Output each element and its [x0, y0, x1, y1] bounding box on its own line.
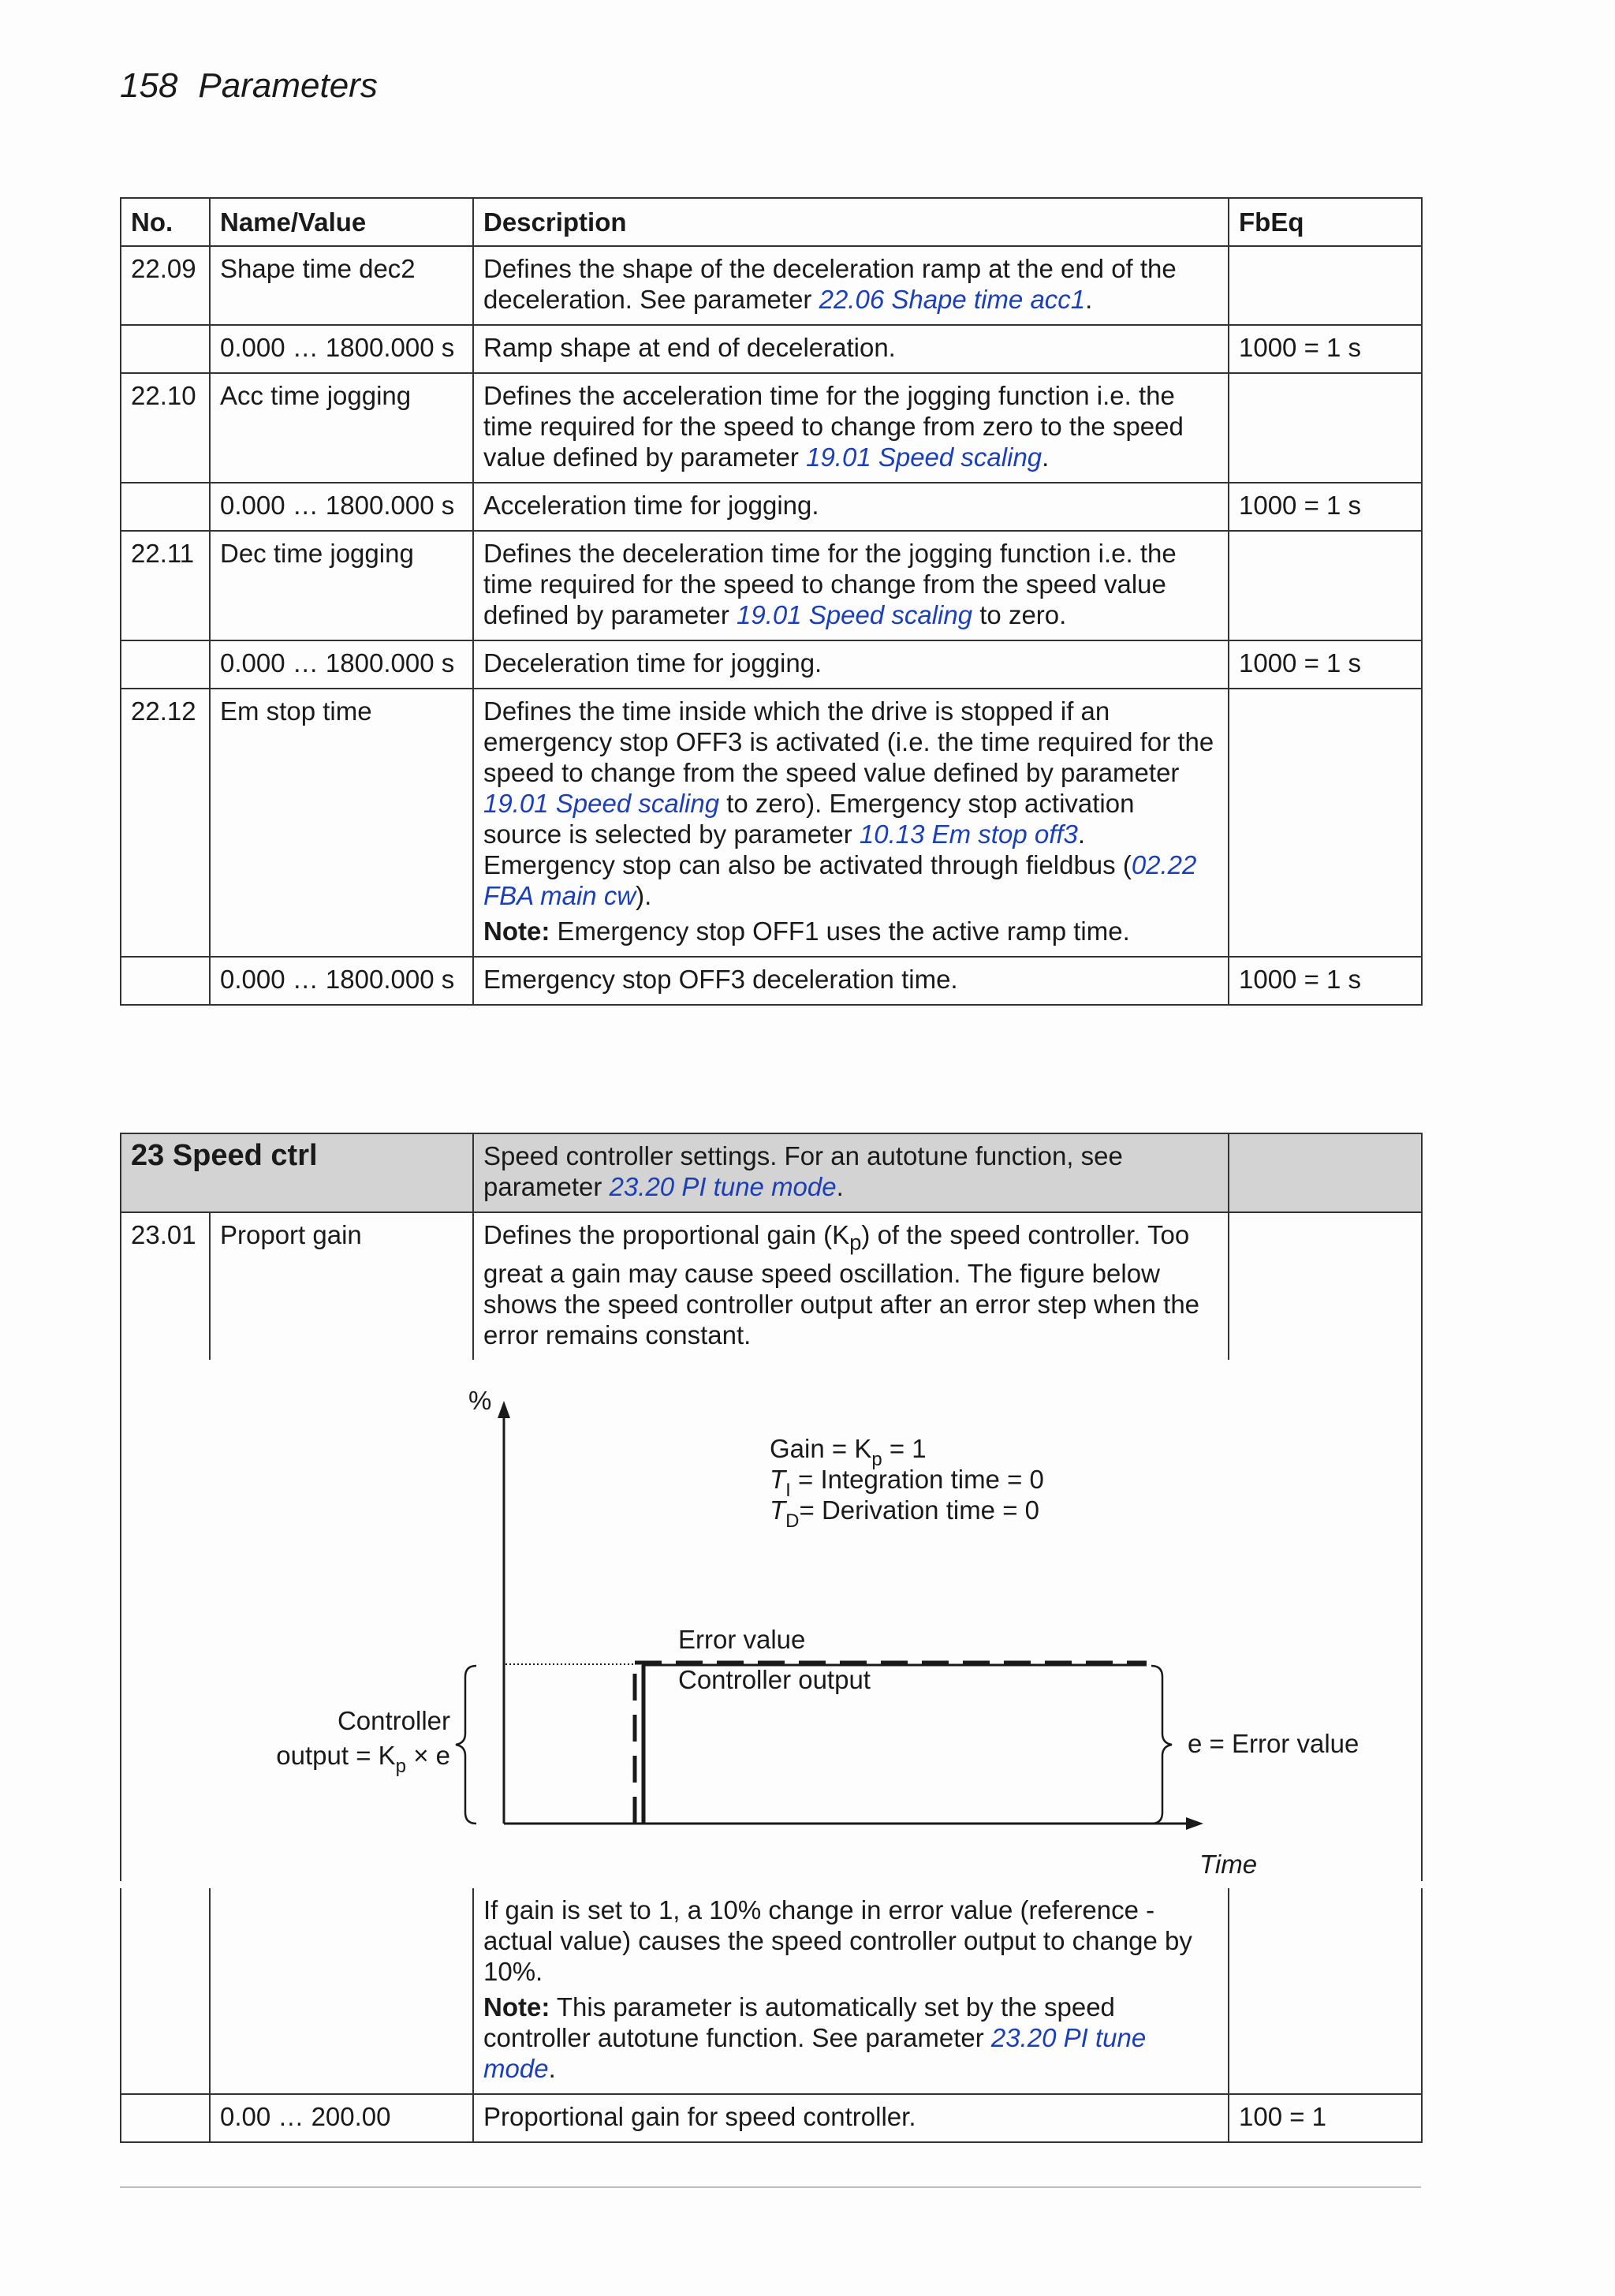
param-fbeq [1229, 531, 1422, 640]
figure-area [120, 1349, 1423, 1881]
param-name: Dec time jogging [210, 531, 473, 640]
param-description [473, 246, 1229, 325]
param-description: Ramp shape at end of deceleration. [473, 325, 1229, 373]
table-row [121, 1212, 1422, 1360]
y-axis-arrow-icon [498, 1401, 510, 1418]
group-title-text: 23 Speed ctrl [131, 1139, 318, 1172]
subscript: p [849, 1230, 862, 1255]
param-no: 22.11 [121, 531, 210, 640]
desc-paragraph: If gain is set to 1, a 10% change in error value (reference - actual value) causes the speed controller output to change by 10%. [483, 1895, 1192, 1986]
parameter-table-23 [120, 1133, 1423, 1360]
param-description: Proportional gain for speed controller. [473, 2094, 1229, 2142]
derivation-time-label: $T_D=$ Derivation time = 0 [770, 1495, 1039, 1532]
param-description: Deceleration time for jogging. [473, 640, 1229, 689]
note-paragraph [483, 916, 1218, 946]
param-value-range: 0.000 … 1800.000 s [210, 640, 473, 689]
param-value-range: 0.000 … 1800.000 s [210, 483, 473, 531]
desc-text: Defines the shape of the deceleration ramp at the end of the deceleration. See parameter [483, 254, 1177, 314]
table-row [121, 957, 1422, 1005]
table-row [121, 246, 1422, 325]
param-name [210, 1888, 473, 2094]
desc-text: Defines the acceleration time for the jogging function i.e. the time required for the speed to change from zero to the speed value defined by parameter [483, 381, 1184, 472]
param-description [473, 531, 1229, 640]
table-row [121, 2094, 1422, 2142]
desc-text: Speed controller settings. For an autotune function, see parameter [483, 1141, 1123, 1201]
param-description: Acceleration time for jogging. [473, 483, 1229, 531]
param-description: Emergency stop OFF3 deceleration time. [473, 957, 1229, 1005]
param-no: 23.01 [121, 1212, 210, 1360]
desc-text: Defines the proportional gain (K [483, 1220, 850, 1249]
group-description [473, 1133, 1229, 1212]
error-value-annotation: e = Error value [1188, 1729, 1360, 1758]
note-text: This parameter is automatically set by the speed controller autotune function. See parameter [483, 1992, 1115, 2052]
desc-text: . [836, 1172, 844, 1201]
param-link[interactable]: 19.01 Speed scaling [806, 442, 1042, 472]
param-value-range: 0.000 … 1800.000 s [210, 957, 473, 1005]
desc-text: ) of the speed controller. Too great a gain may cause speed oscillation. The figure below shows the speed controller output after an error step when the error remains constant. [483, 1220, 1200, 1350]
param-description [473, 1888, 1229, 2094]
col-header-description: Description [473, 198, 1229, 246]
desc-text: . Emergency stop can also be activated through fieldbus ( [483, 819, 1132, 879]
y-axis-label: % [468, 1386, 492, 1415]
desc-text: Defines the deceleration time for the jogging function i.e. the time required for the speed to change from the speed value defined by parameter [483, 539, 1177, 629]
param-name: Proport gain [210, 1212, 473, 1360]
controller-output-figure [121, 1349, 1421, 1881]
param-fbeq [1229, 689, 1422, 957]
param-description [473, 1212, 1229, 1360]
param-no [121, 483, 210, 531]
group-header-row [121, 1133, 1422, 1212]
desc-text: to zero. [972, 600, 1067, 629]
param-description [473, 689, 1229, 957]
table-row [121, 531, 1422, 640]
param-no: 22.09 [121, 246, 210, 325]
x-axis-arrow-icon [1186, 1817, 1203, 1830]
controller-gain-label-line2: output = $K_p \times e$ [276, 1741, 450, 1777]
table-row [121, 640, 1422, 689]
param-value-range: 0.00 … 200.00 [210, 2094, 473, 2142]
col-header-fbeq: FbEq [1229, 198, 1422, 246]
table-row [121, 373, 1422, 483]
col-header-no: No. [121, 198, 210, 246]
param-no [121, 1888, 210, 2094]
desc-text: Defines the time inside which the drive is stopped if an emergency stop OFF3 is activated (i.e. the time required for the speed to change from the speed value defined by parameter [483, 696, 1214, 787]
param-link[interactable]: 19.01 Speed scaling [737, 600, 973, 629]
integration-time-label: $T_I$ = Integration time = 0 [770, 1465, 1044, 1501]
controller-gain-label-line1: Controller [337, 1706, 450, 1735]
parameter-table-22 [120, 197, 1423, 1006]
group-fbeq [1229, 1133, 1422, 1212]
section-title: Parameters [198, 66, 378, 105]
col-header-name: Name/Value [210, 198, 473, 246]
note-label: Note: [483, 917, 550, 946]
desc-text: . [1085, 285, 1093, 314]
note-paragraph [483, 1992, 1218, 2084]
param-fbeq [1229, 1888, 1422, 2094]
left-brace [456, 1666, 476, 1824]
param-no: 22.12 [121, 689, 210, 957]
page-number: 158 [120, 66, 178, 105]
param-link[interactable]: 23.20 PI tune mode [483, 2023, 1147, 2083]
right-brace [1151, 1666, 1172, 1824]
footer-rule [120, 2186, 1421, 2188]
param-value-range: 0.000 … 1800.000 s [210, 325, 473, 373]
param-description [473, 373, 1229, 483]
table-row [121, 483, 1422, 531]
param-fbeq: 1000 = 1 s [1229, 483, 1422, 531]
param-name: Acc time jogging [210, 373, 473, 483]
group-title [121, 1133, 473, 1212]
param-fbeq [1229, 246, 1422, 325]
param-no [121, 2094, 210, 2142]
page-header [120, 66, 378, 106]
table-row [121, 689, 1422, 957]
param-no [121, 957, 210, 1005]
desc-text: . [548, 2054, 556, 2083]
note-label: Note: [483, 1992, 550, 2022]
desc-text: to zero). Emergency stop activation source is selected by parameter [483, 789, 1135, 849]
parameter-table-23-cont [120, 1888, 1423, 2143]
error-value-label: Error value [678, 1625, 806, 1654]
note-text: Emergency stop OFF1 uses the active ramp time. [550, 917, 1130, 946]
gain-label: Gain = $K_p = 1$ [770, 1434, 927, 1470]
param-fbeq [1229, 373, 1422, 483]
param-no [121, 325, 210, 373]
desc-text: . [1042, 442, 1050, 472]
param-name: Em stop time [210, 689, 473, 957]
param-fbeq: 1000 = 1 s [1229, 325, 1422, 373]
table-row [121, 325, 1422, 373]
param-link[interactable]: 19.01 Speed scaling [483, 789, 720, 818]
param-no: 22.10 [121, 373, 210, 483]
param-link[interactable]: 23.20 PI tune mode [609, 1172, 837, 1201]
table-header-row [121, 198, 1422, 246]
param-fbeq: 1000 = 1 s [1229, 957, 1422, 1005]
x-axis-label: Time [1199, 1850, 1258, 1879]
param-link[interactable]: 10.13 Em stop off3 [859, 819, 1078, 849]
desc-text: ). [636, 881, 652, 910]
param-name: Shape time dec2 [210, 246, 473, 325]
param-fbeq: 1000 = 1 s [1229, 640, 1422, 689]
controller-output-label: Controller output [678, 1665, 871, 1694]
desc-paragraph [483, 696, 1218, 911]
table-row [121, 1888, 1422, 2094]
param-no [121, 640, 210, 689]
param-fbeq: 100 = 1 [1229, 2094, 1422, 2142]
param-fbeq [1229, 1212, 1422, 1360]
param-link[interactable]: 22.06 Shape time acc1 [819, 285, 1086, 314]
param-link[interactable]: 02.22 FBA main cw [483, 850, 1197, 910]
